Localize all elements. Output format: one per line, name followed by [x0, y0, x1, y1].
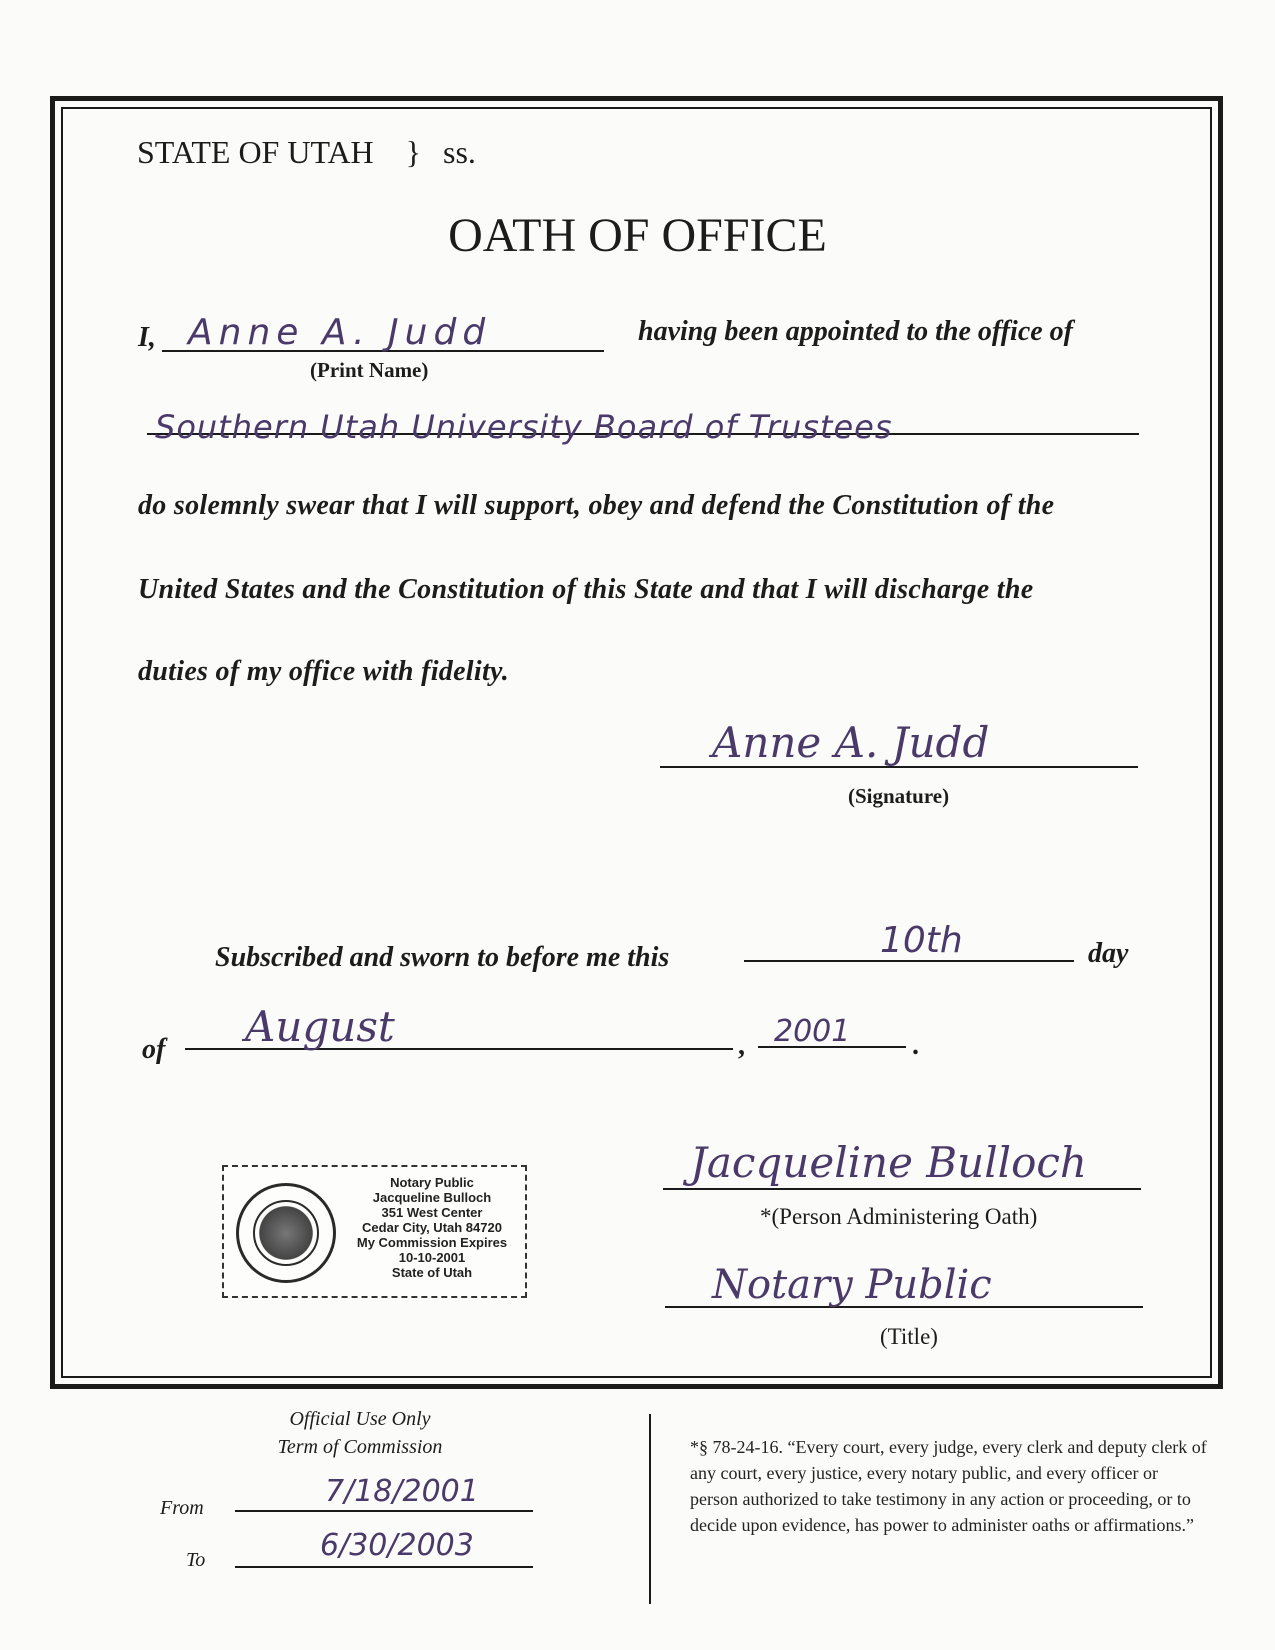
state-name: STATE OF UTAH — [137, 134, 374, 170]
stamp-line: 351 West Center — [381, 1205, 483, 1220]
ss-label: ss. — [443, 134, 476, 170]
oath-prefix: I, — [138, 322, 156, 353]
document-title: OATH OF OFFICE — [448, 209, 827, 262]
state-heading — [137, 134, 476, 171]
stamp-line: 10-10-2001 — [398, 1250, 466, 1265]
year-value: 2001 — [774, 1014, 851, 1049]
to-label: To — [186, 1549, 206, 1571]
office-value: Southern Utah University Board of Trustees — [155, 408, 893, 446]
oath-line-3: duties of my office with fidelity. — [138, 656, 510, 687]
title-label: (Title) — [880, 1324, 938, 1349]
year-period: . — [912, 1030, 919, 1061]
print-name-label: (Print Name) — [310, 358, 429, 382]
to-value: 6/30/2003 — [320, 1528, 474, 1563]
state-seal-icon — [236, 1183, 336, 1283]
stamp-line: Cedar City, Utah 84720 — [362, 1220, 502, 1235]
statute-note: *§ 78-24-16. “Every court, every judge, every clerk and deputy clerk of any court, every justice, every notary public, and every officer or person authorized to take testimony in any action or proceeding, or to decide upon evidence, has power to administer oaths or affirmations.” — [690, 1437, 1207, 1535]
sworn-text: Subscribed and sworn to before me this — [215, 942, 670, 973]
seal-emblem — [253, 1200, 319, 1266]
of-label: of — [142, 1034, 166, 1065]
print-name-value: Anne A. Judd — [188, 312, 492, 353]
stamp-line: My Commission Expires — [356, 1235, 508, 1250]
oath-line-1: do solemnly swear that I will support, obey and defend the Constitution of the — [138, 490, 1055, 521]
brace: } — [405, 134, 422, 170]
month-value: August — [245, 1002, 395, 1051]
day-value: 10th — [880, 920, 963, 961]
day-label: day — [1088, 938, 1129, 969]
administrator-signature: Jacqueline Bulloch — [690, 1138, 1087, 1187]
term-heading: Term of Commission — [277, 1436, 443, 1458]
to-line — [235, 1566, 533, 1568]
signature-value: Anne A. Judd — [712, 718, 990, 767]
appointed-text: having been appointed to the office of — [638, 316, 1073, 347]
notary-stamp — [222, 1165, 527, 1298]
from-label: From — [160, 1497, 204, 1519]
from-line — [235, 1510, 533, 1512]
signature-label: (Signature) — [848, 784, 950, 808]
oath-line-2: United States and the Constitution of this State and that I will discharge the — [138, 574, 1034, 605]
stamp-line: Jacqueline Bulloch — [372, 1190, 492, 1205]
official-use-heading: Official Use Only — [289, 1408, 431, 1430]
stamp-line: Notary Public — [390, 1175, 474, 1190]
administrator-label: *(Person Administering Oath) — [760, 1204, 1038, 1229]
footer-divider — [649, 1414, 651, 1604]
month-comma: , — [738, 1030, 745, 1061]
title-value: Notary Public — [712, 1262, 992, 1308]
stamp-text — [342, 1175, 522, 1280]
administrator-line — [663, 1188, 1141, 1190]
from-value: 7/18/2001 — [325, 1474, 479, 1509]
stamp-line: State of Utah — [391, 1265, 473, 1280]
